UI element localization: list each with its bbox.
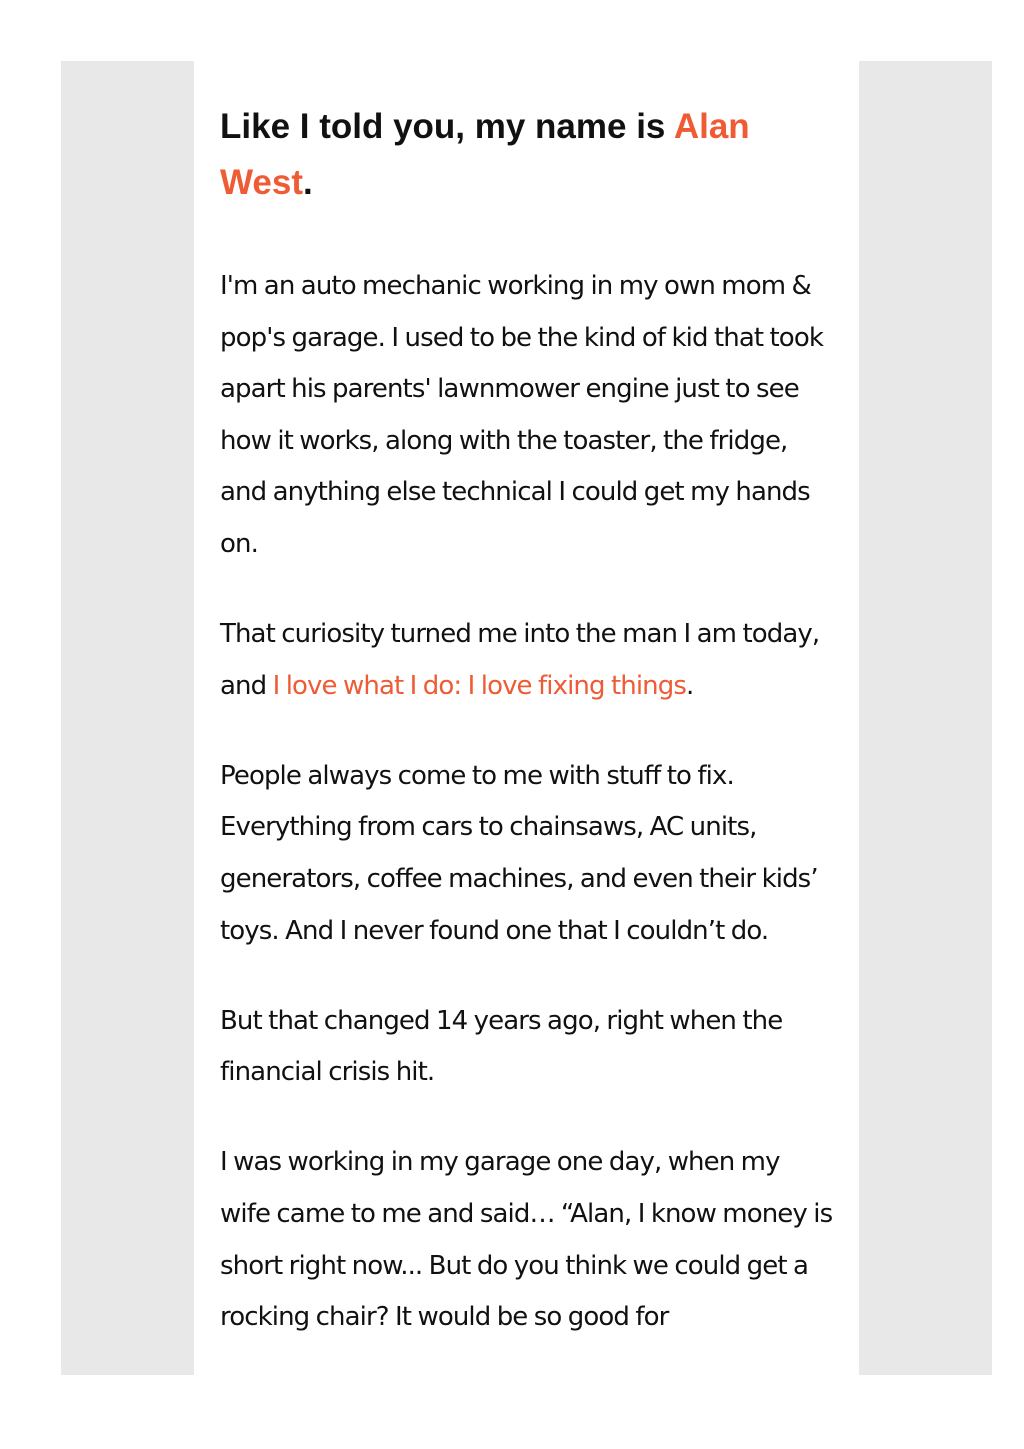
paragraph-curiosity-highlight: I love what I do: I love fixing things: [272, 670, 686, 701]
heading-name-highlight: Alan West: [220, 107, 750, 202]
article-content: [194, 61, 859, 1344]
paragraph-curiosity-before: That curiosity turned me into the man I am today, and: [220, 619, 820, 701]
left-margin-panel: [61, 61, 194, 1375]
paragraph-people: People always come to me with stuff to fix. Everything from cars to chainsaws, AC units, generators, coffee machines, and even their kids’ toys. And I never found one that I couldn’t do.: [220, 760, 818, 946]
paragraph-intro: I'm an auto mechanic working in my own mom & pop's garage. I used to be the kind of kid that took apart his parents' lawnmower engine just to see how it works, along with the toaster, the fridge, and anything else technical I could get my hands on.: [220, 271, 823, 559]
article-heading: [220, 99, 800, 211]
paragraph-crisis: But that changed 14 years ago, right when the financial crisis hit.: [220, 1005, 783, 1088]
paragraph-curiosity: [220, 609, 835, 712]
right-margin-panel: [859, 61, 992, 1375]
article-column: [194, 61, 859, 1375]
heading-prefix: Like I told you, my name is: [220, 107, 674, 146]
heading-suffix: .: [303, 163, 313, 202]
paragraph-curiosity-after: .: [685, 670, 694, 701]
paragraph-wife: I was working in my garage one day, when my wife came to me and said… “Alan, I know money is short right now... But do you think we could get a rocking chair? It would be so good for: [220, 1147, 833, 1333]
